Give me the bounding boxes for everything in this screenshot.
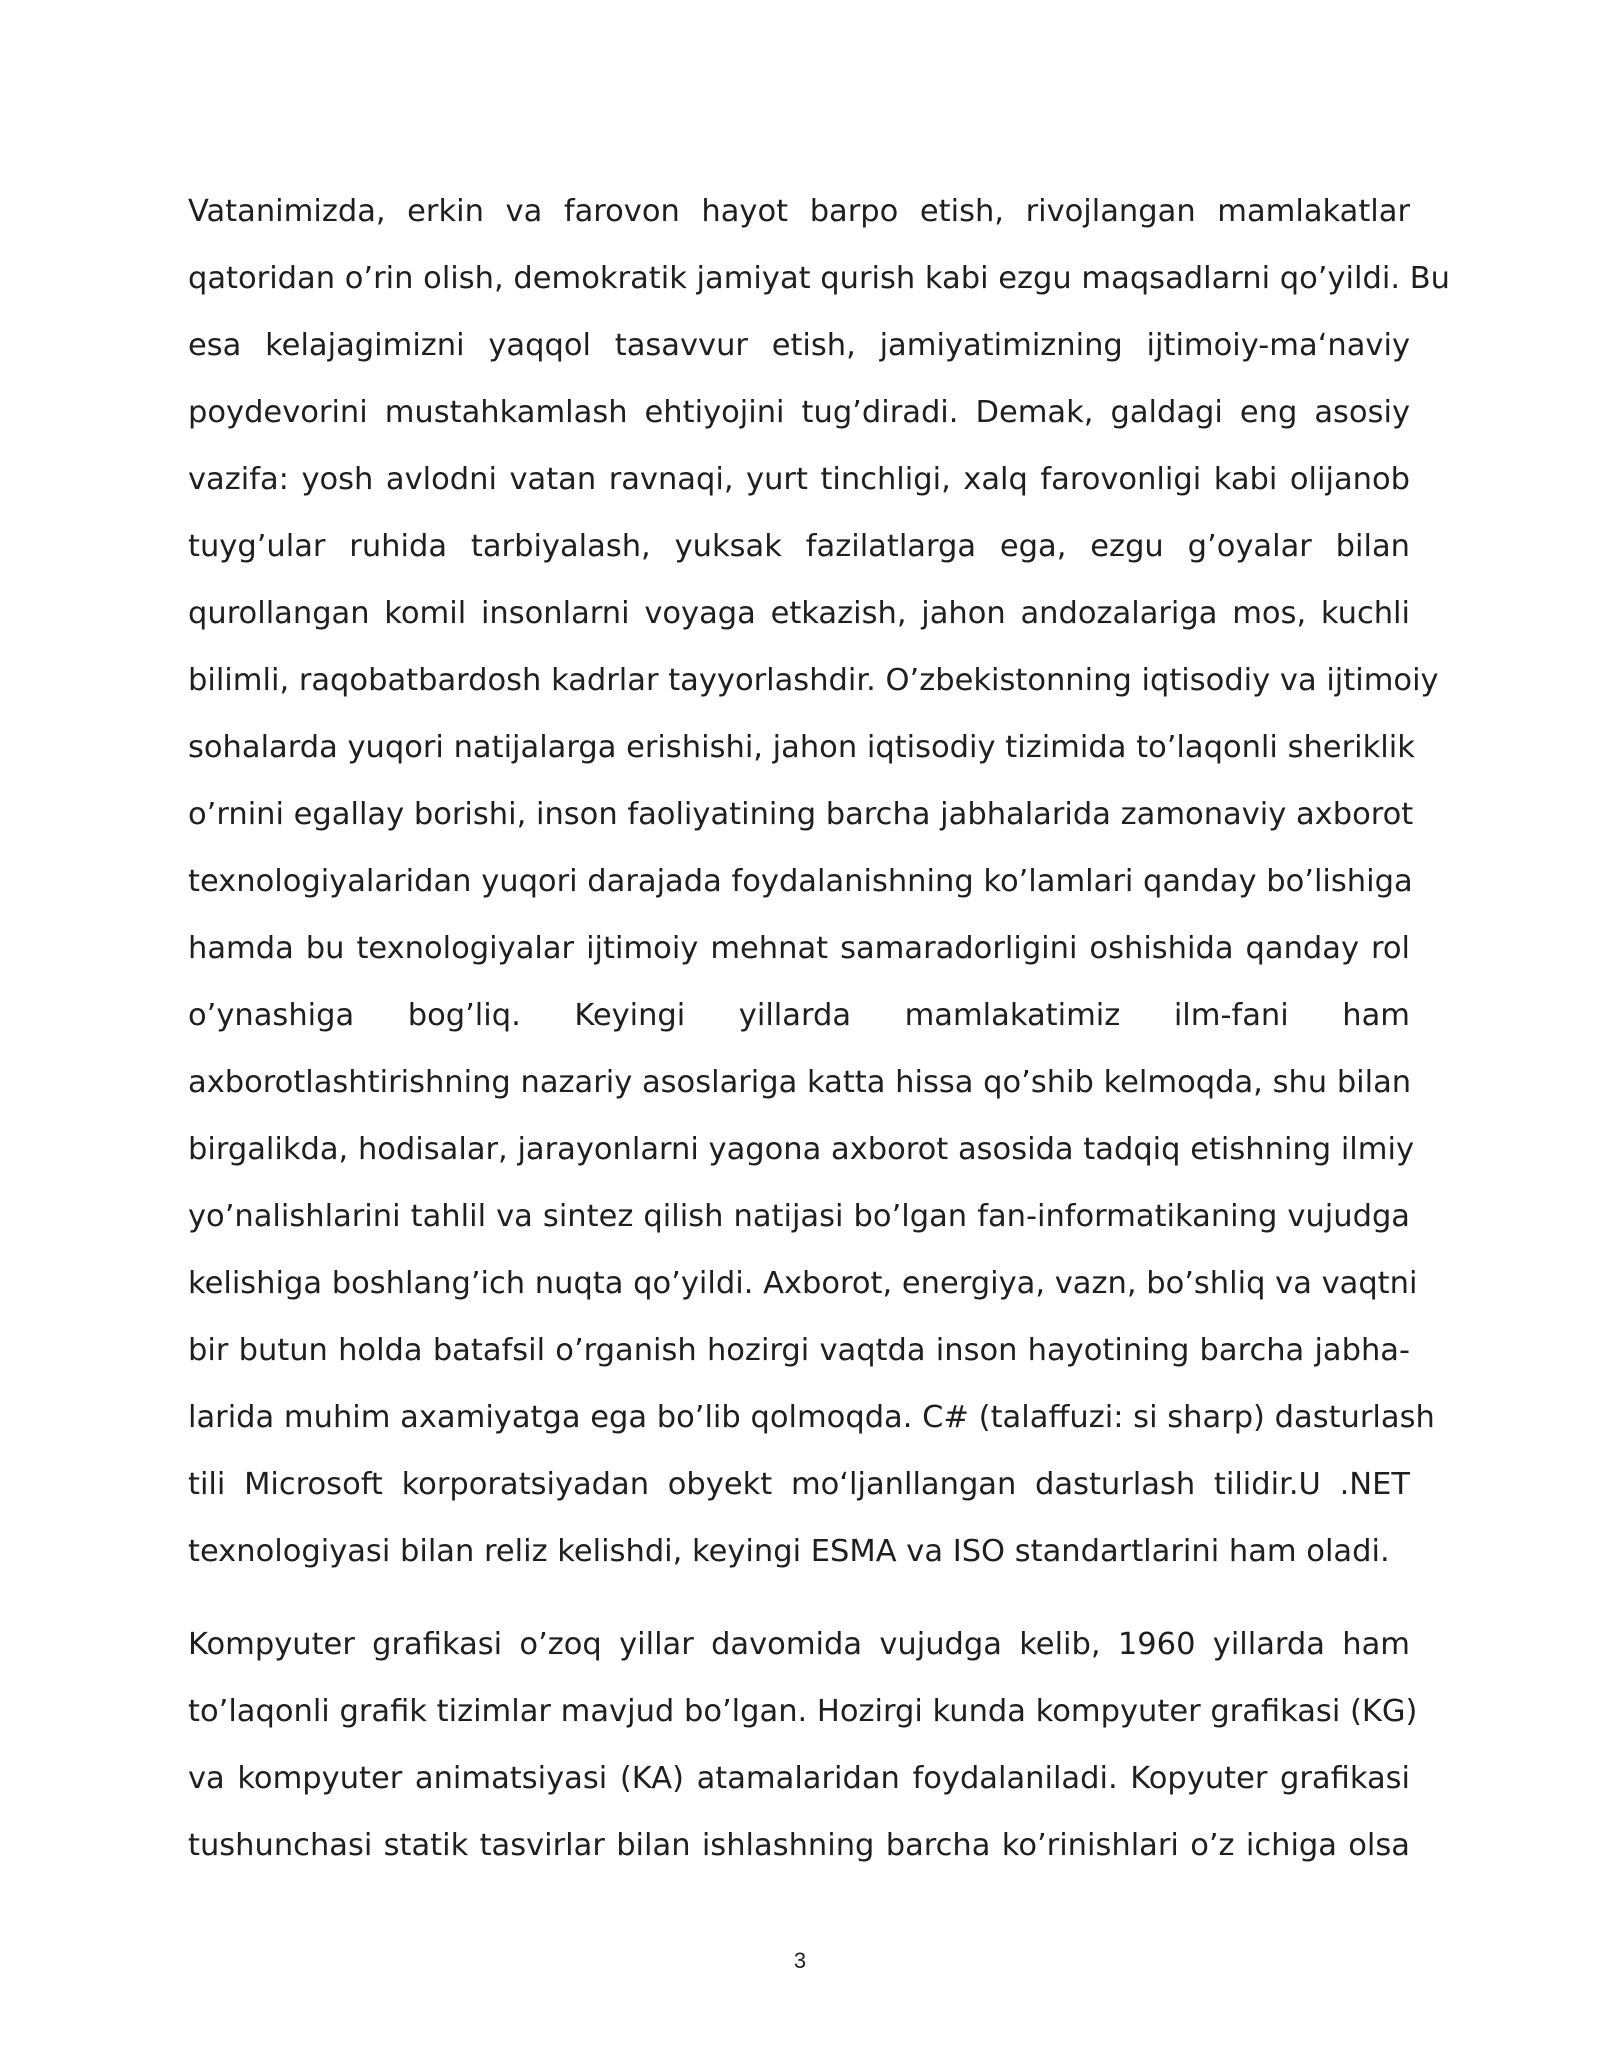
text-line: va kompyuter animatsiyasi (KA) atamalaridan foydalaniladi. Kopyuter grafikasi (188, 1761, 1410, 1796)
text-line: qatoridan o’rin olish, demokratik jamiyat qurish kabi ezgu maqsadlarni qo’yildi. Bu (188, 261, 1450, 296)
page-number: 3 (793, 1948, 807, 1973)
text-line: Kompyuter grafikasi o’zoq yillar davomida vujudga kelib, 1960 yillarda ham (188, 1627, 1410, 1662)
text-line: kelishiga boshlang’ich nuqta qo’yildi. Axborot, energiya, vazn, bo’shliq va vaqtni (188, 1266, 1418, 1301)
text-line: sohalarda yuqori natijalarga erishishi, jahon iqtisodiy tizimida to’laqonli sheriklik (188, 730, 1415, 765)
text-line: tili Microsoft korporatsiyadan obyekt mo‘ljanllangan dasturlash tilidir.U .NET (188, 1467, 1410, 1502)
text-line: Vatanimizda, erkin va farovon hayot barpo etish, rivojlangan mamlakatlar (188, 194, 1410, 229)
text-line: birgalikda, hodisalar, jarayonlarni yagona axborot asosida tadqiq etishning ilmiy (188, 1132, 1415, 1167)
paragraph-1 (188, 178, 1450, 1585)
text-line: esa kelajagimizni yaqqol tasavvur etish, jamiyatimizning ijtimoiy-ma‘naviy (188, 328, 1410, 363)
text-line: hamda bu texnologiyalar ijtimoiy mehnat samaradorligini oshishida qanday rol (188, 931, 1410, 966)
text-line: vazifa: yosh avlodni vatan ravnaqi, yurt tinchligi, xalq farovonligi kabi olijanob (188, 462, 1410, 497)
paragraph-2 (188, 1611, 1418, 1879)
text-line: axborotlashtirishning nazariy asoslariga katta hissa qo’shib kelmoqda, shu bilan (188, 1065, 1412, 1100)
text-line: to’laqonli grafik tizimlar mavjud bo’lgan. Hozirgi kunda kompyuter grafikasi (KG) (188, 1694, 1418, 1729)
text-line: tuyg’ular ruhida tarbiyalash, yuksak fazilatlarga ega, ezgu g’oyalar bilan (188, 529, 1410, 564)
text-line: texnologiyalaridan yuqori darajada foydalanishning ko’lamlari qanday bo’lishiga (188, 864, 1413, 899)
text-line: qurollangan komil insonlarni voyaga etkazish, jahon andozalariga mos, kuchli (188, 596, 1410, 631)
text-line: o’rnini egallay borishi, inson faoliyatining barcha jabhalarida zamonaviy axborot (188, 797, 1414, 832)
paragraph-gap (188, 1585, 1410, 1611)
text-line: texnologiyasi bilan reliz kelishdi, keyingi ESMA va ISO standartlarini ham oladi. (188, 1534, 1390, 1569)
text-line: tushunchasi statik tasvirlar bilan ishlashning barcha ko’rinishlari o’z ichiga olsa (188, 1828, 1410, 1863)
text-line: poydevorini mustahkamlash ehtiyojini tug’diradi. Demak, galdagi eng asosiy (188, 395, 1410, 430)
text-line: yo’nalishlarini tahlil va sintez qilish natijasi bo’lgan fan-informatikaning vujudga (188, 1199, 1410, 1234)
text-line: larida muhim axamiyatga ega bo’lib qolmoqda. C# (talaffuzi: si sharp) dasturlash (188, 1400, 1435, 1435)
document-body (188, 178, 1450, 1879)
text-line: o’ynashiga bog’liq. Keyingi yillarda mamlakatimiz ilm-fani ham (188, 998, 1410, 1033)
text-line: bir butun holda batafsil o’rganish hozirgi vaqtda inson hayotining barcha jabha- (188, 1333, 1410, 1368)
text-line: bilimli, raqobatbardosh kadrlar tayyorlashdir. O’zbekistonning iqtisodiy va ijtimoiy (188, 663, 1439, 698)
